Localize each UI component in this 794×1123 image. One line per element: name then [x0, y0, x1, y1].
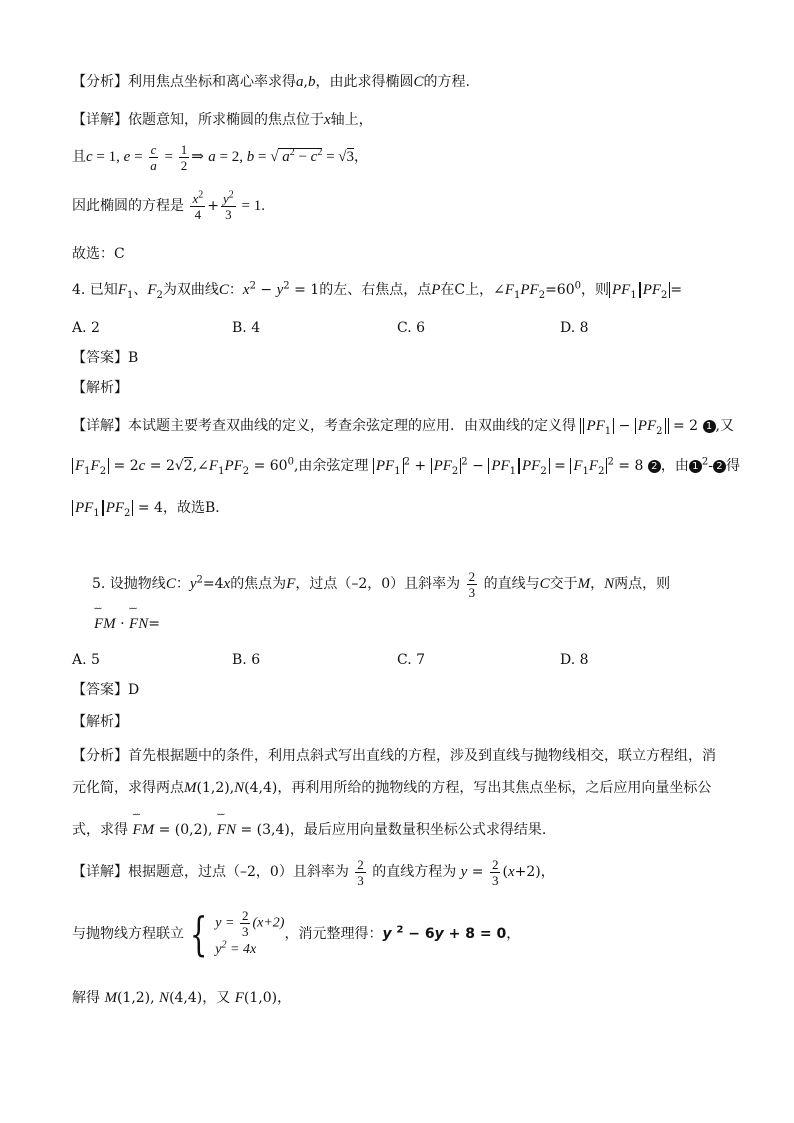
q5-option-b: B. 6	[232, 652, 261, 668]
q4-detail-line3: $PF_1$ $PF_2 = 4$，故选B．	[72, 498, 229, 518]
q4-jiexi: 【解析】	[72, 380, 128, 396]
q5-analysis-line2: 元化简，求得两点M(1,2),N(4,4)，再利用所给的抛物线的方程，写出其焦点坐标，之后应用向量坐标公	[72, 780, 712, 796]
q5-option-d: D. 8	[560, 652, 589, 668]
q4-detail-line2: $F_1F_2 = 2c$ = $2√2,\angle F_1PF_2 = 60^0$,由余弦定理 $PF_1^2 + PF_2^2 - PF_1$ $PF_2 = F_1F_2^2 = 8$ 2 ，由 1 $^2$- 2 得	[72, 456, 740, 476]
q5-detail-line3: 解得 M(1,2), N(4,4)，又 F(1,0)，	[72, 990, 292, 1006]
q5-analysis-line3: 式，求得 ˘˘˘ FM = (0,2), ˘˘˘ FN = (3,4)，最后应用向量数量积坐标公式求得结果.	[72, 820, 546, 840]
q3-detail-line3: 因此椭圆的方程是 $\frac{x^2}{4}$ + $\frac{y^2}{3}$ = 1.	[72, 189, 265, 222]
q4-detail-line1: 【详解】本试题主要考查双曲线的定义，考查余弦定理的应用．由双曲线的定义得 $PF_1 - PF_2 = 2$ 1 ,又	[72, 418, 734, 437]
q5-detail-line2: 与抛物线方程联立 { y = $\frac{2}{3}$ (x+2) $y^2 = 4x$ ，消元整理得：y $^2$ − 6y + 8 = 0，	[72, 907, 521, 961]
q5-analysis-line1: 【分析】首先根据题中的条件，利用点斜式写出直线的方程，涉及到直线与抛物线相交，联立方程组，消	[72, 748, 716, 764]
equation-system: { y = $\frac{2}{3}$ (x+2) $y^2 = 4x$	[189, 907, 285, 961]
q3-detail-line2: 且c = 1, e = $\frac{c}{a}$ = $\frac{1}{2}$ ⇒ a = 2, b = √ $a^2 - c^2 = √3$，	[72, 141, 369, 173]
q3-conclusion: 故选：C	[72, 246, 125, 262]
q5-stem-line1: 5. 设抛物线C：$y^2=4x$的焦点为F，过点（–2，0）且斜率为 $\frac{2}{3}$ 的直线与C交于M，N两点，则	[92, 568, 671, 600]
q3-detail-line1: 【详解】依题意知，所求椭圆的焦点位于x轴上，	[72, 112, 373, 128]
q4-answer: 【答案】B	[72, 350, 139, 366]
q3-analysis: 【分析】利用焦点坐标和离心率求得a,b，由此求得椭圆C的方程.	[72, 74, 470, 90]
q5-detail-line1: 【详解】根据题意，过点（–2，0）且斜率为 $\frac{2}{3}$ 的直线方程为 y = $\frac{2}{3}$ (x+2)，	[72, 856, 555, 888]
q4-option-a: A. 2	[72, 320, 100, 336]
q4-option-b: B. 4	[232, 320, 261, 336]
q5-jiexi: 【解析】	[72, 714, 128, 730]
q5-answer: 【答案】D	[72, 682, 140, 698]
q5-stem-line2: ˘˘˘ FM · ˘˘˘ FN=	[94, 614, 160, 634]
q4-stem: 4. 已知$F_1$、$F_2$为双曲线C：$x^2 - y^2 = 1$的左、右焦点，点P在C上，$\angle F_1PF_2=60^0$，则 $PF_1$ $PF_2$ =	[72, 280, 683, 301]
q5-option-c: C. 7	[397, 652, 426, 668]
q4-option-d: D. 8	[560, 320, 589, 336]
q5-option-a: A. 5	[72, 652, 100, 668]
q4-option-c: C. 6	[397, 320, 426, 336]
